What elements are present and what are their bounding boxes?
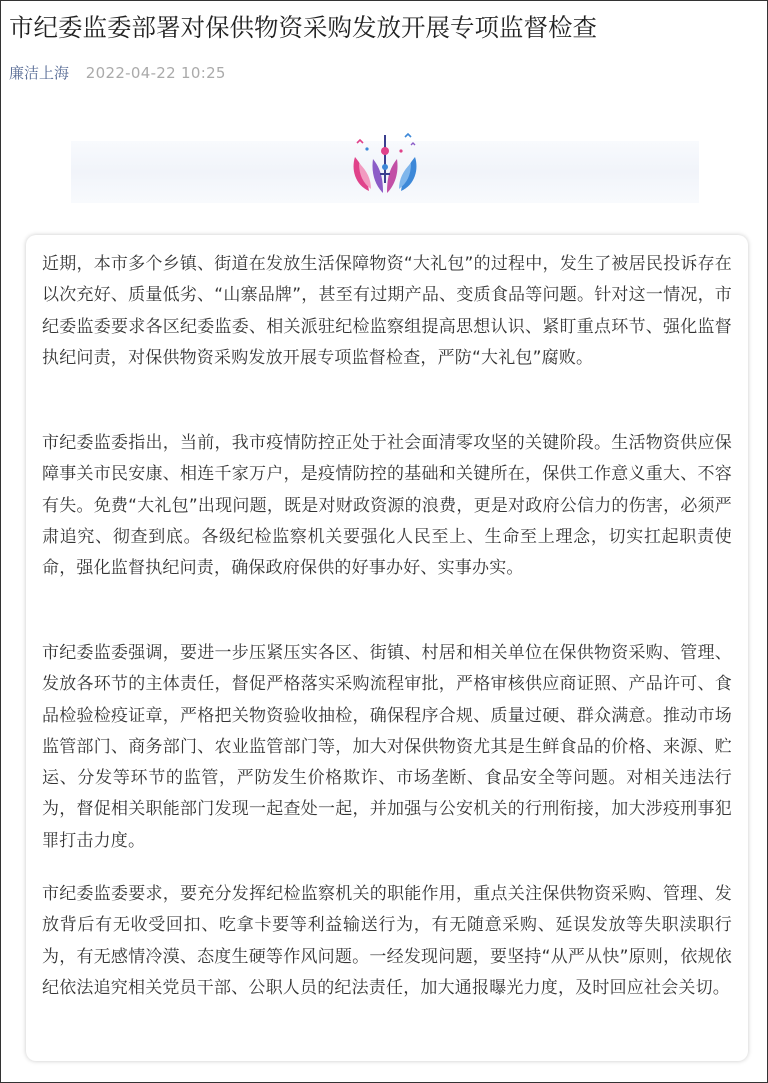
article-meta <box>9 62 226 84</box>
article-paragraph-1: 近期，本市多个乡镇、街道在发放生活保障物资“大礼包”的过程中，发生了被居民投诉存在以次充好、质量低劣、“山寨品牌”，甚至有过期产品、变质食品等问题。针对这一情况，市纪委监委要求各区纪委监委、相关派驻纪检监察组提高思想认识、紧盯重点环节、强化监督执纪问责，对保供物资采购发放开展专项监督检查，严防“大礼包”腐败。 <box>42 254 732 368</box>
article-paragraph-2: 市纪委监委指出，当前，我市疫情防控正处于社会面清零攻坚的关键阶段。生活物资供应保障事关市民安康、相连千家万户，是疫情防控的基础和关键所在，保供工作意义重大、不容有失。免费“大礼包”出现问题，既是对财政资源的浪费，更是对政府公信力的伤害，必须严肃追究、彻查到底。各级纪检监察机关要强化人民至上、生命至上理念，切实扛起职责使命，强化监督执纪问责，确保政府保供的好事办好、实事办实。 <box>42 433 732 579</box>
source-account-link[interactable]: 廉洁上海 <box>9 64 70 82</box>
article-paragraph-3: 市纪委监委强调，要进一步压紧压实各区、街镇、村居和相关单位在保供物资采购、管理、发放各环节的主体责任，督促严格落实采购流程审批，严格审核供应商证照、产品许可、食品检验检疫证章，严格把关物资验收抽检，确保程序合规、质量过硬、群众满意。推动市场监管部门、商务部门、农业监管部门等，加大对保供物资尤其是生鲜食品的价格、来源、贮运、分发等环节的监管，严防发生价格欺诈、市场垄断、食品安全等问题。对相关违法行为，督促相关职能部门发现一起查处一起，并加强与公安机关的行刑衔接，加大涉疫刑事犯罪打击力度。 <box>42 643 732 851</box>
publish-time: 2022-04-22 10:25 <box>85 64 226 82</box>
article-title: 市纪委监委部署对保供物资采购发放开展专项监督检查 <box>9 13 597 42</box>
shanghai-lotus-logo-icon <box>347 129 423 197</box>
article-content-card <box>26 235 748 1061</box>
article-paragraph-4: 市纪委监委要求，要充分发挥纪检监察机关的职能作用，重点关注保供物资采购、管理、发放背后有无收受回扣、吃拿卡要等利益输送行为，有无随意采购、延误发放等失职渎职行为，有无感情冷漠、态度生硬等作风问题。一经发现问题，要坚持“从严从快”原则，依规依纪依法追究相关党员干部、公职人员的纪法责任，加大通报曝光力度，及时回应社会关切。 <box>42 884 732 998</box>
